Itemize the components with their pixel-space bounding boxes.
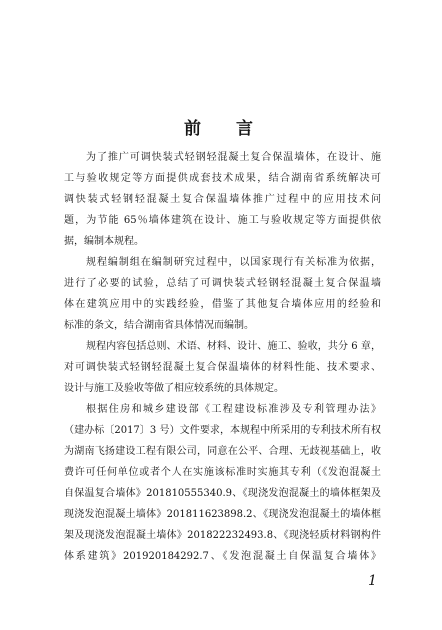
paragraph-line: （建办标〔2017〕3 号）文件要求，本规程中所采用的专利技术所有权: [64, 425, 381, 436]
foreword-body: [64, 147, 381, 567]
paragraph-line: 题，为节能 65％墙体建筑在设计、施工与验收规定等方面提供依: [64, 215, 381, 226]
paragraph-line: 对可调快装式轻钢轻混凝土复合保温墙体的材料性能、技术要求、: [64, 362, 381, 373]
paragraph-2: [64, 252, 381, 336]
paragraph-line: 标准的条文，结合湖南省具体情况而编制。: [64, 320, 254, 331]
paragraph-line: 架及现浇发泡混凝土墙体》201822232493.8、《现浇轻质材料钢构件: [64, 530, 381, 541]
paragraph-line: 进行了必要的试验，总结了可调快装式轻钢轻混凝土复合保温墙: [64, 278, 381, 289]
paragraph-1: [64, 147, 381, 252]
paragraph-line: 为了推广可调快装式轻钢轻混凝土复合保温墙体，在设计、施: [86, 152, 381, 163]
page-title: 前 言: [184, 119, 262, 139]
paragraph-line: 调快装式轻钢轻混凝土复合保温墙体推广过程中的应用技术问: [64, 194, 381, 205]
paragraph-line: 据，编制本规程。: [64, 236, 144, 247]
paragraph-3: [64, 336, 381, 399]
paragraph-line: 规程编制组在编制研究过程中，以国家现行有关标准为依据，: [86, 257, 381, 268]
paragraph-line: 设计与施工及验收等做了相应较系统的具体规定。: [64, 383, 284, 394]
paragraph-line: 费许可任何单位或者个人在实施该标准时实施其专利（《发泡混凝土: [64, 467, 381, 478]
paragraph-line: 工与验收规定等方面提供成套技术成果，结合湖南省系统解决可: [64, 173, 381, 184]
paragraph-line: 自保温复合墙体》201810555340.9、《现浇发泡混凝土的墙体框架及: [64, 488, 381, 499]
paragraph-line: 现浇发泡混凝土墙体》201811623898.2、《现浇发泡混凝土的墙体框: [64, 509, 381, 520]
paragraph-line: 体系建筑》201920184292.7、《发泡混凝土自保温复合墙体》: [64, 551, 381, 562]
paragraph-4: [64, 399, 381, 567]
paragraph-line: 根据住房和城乡建设部《工程建设标准涉及专利管理办法》: [86, 404, 381, 415]
page-number: 1: [368, 573, 377, 589]
paragraph-line: 体在建筑应用中的实践经验，借鉴了其他复合墙体应用的经验和: [64, 299, 381, 310]
paragraph-line: 规程内容包括总则、术语、材料、设计、施工、验收，共分 6 章，: [86, 341, 381, 352]
paragraph-line: 为湖南飞扬建设工程有限公司，同意在公平、合理、无歧视基础上，收: [64, 446, 381, 457]
